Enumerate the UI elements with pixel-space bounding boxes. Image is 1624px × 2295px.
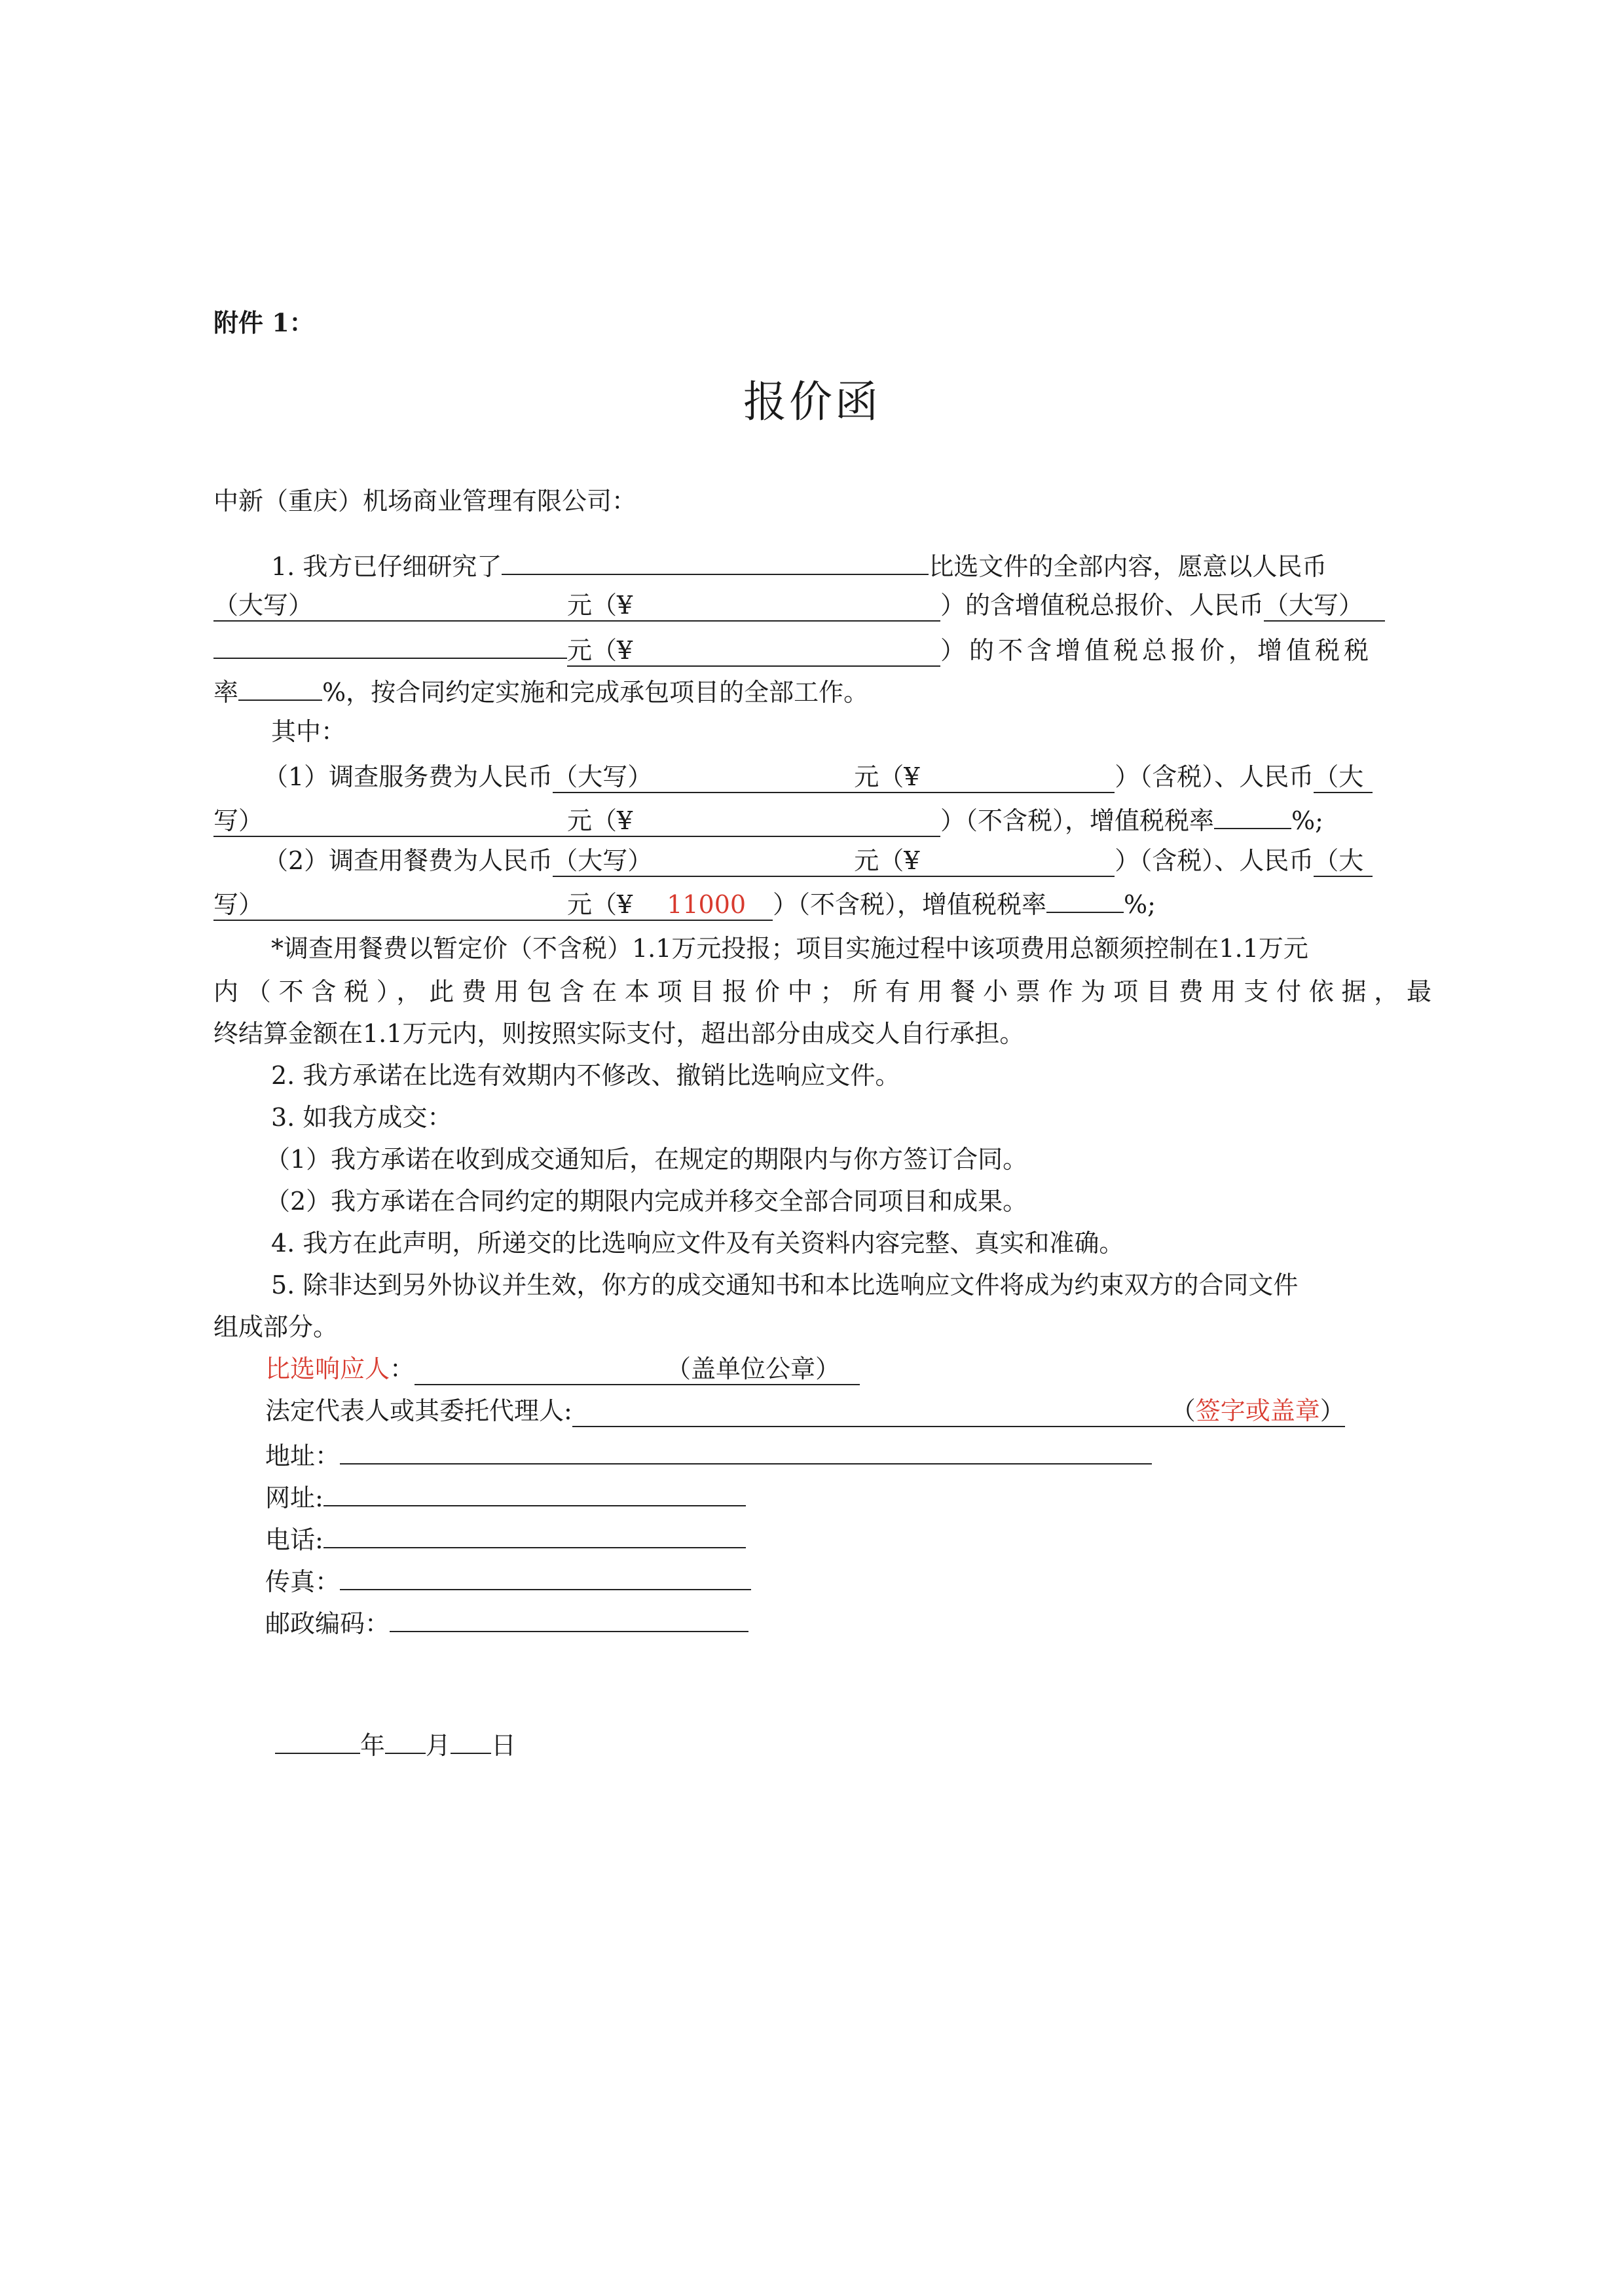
month-field[interactable] [385,1723,426,1754]
representative-sign-field[interactable]: （签字或盖章） [572,1396,1345,1427]
paragraph-3-1: （1）我方承诺在收到成交通知后，在规定的期限内与你方签订合同。 [265,1145,1028,1174]
blank-service-fee-amount[interactable]: 元（¥ [854,762,1115,793]
p1-line3: 元（¥ ）的不含增值税总报价，增值税税 [213,627,1431,667]
blank-service-fee-excl-words[interactable]: 写） [213,806,567,837]
item1-line1: （1）调查服务费为人民币（大写） 元（¥ ）（含税）、人民币（大 [263,757,1431,796]
address-field[interactable] [340,1433,1152,1465]
note-line2: 内（不含税），此费用包含在本项目报价中；所有用餐小票作为项目费用支付依据，最 [213,977,1431,1006]
blank-meal-fee-excl-words[interactable]: 写） [213,889,567,921]
addressee: 中新（重庆）机场商业管理有限公司： [213,487,637,515]
website-field[interactable] [323,1475,746,1506]
blank-meal-fee-excl-words-start[interactable]: （大 [1314,846,1373,877]
paragraph-5-line2: 组成部分。 [213,1313,339,1341]
date-row: 年 月 日 [275,1723,516,1762]
p1-line2: （大写） 元（¥ ）的含增值税总报价、人民币（大写） [213,586,1431,625]
blank-meal-fee-vat-rate[interactable] [1046,882,1124,913]
attachment-label: 附件 1： [213,308,314,337]
meal-fee-amount-value: 11000 [667,890,747,919]
blank-service-fee-excl-words-start[interactable]: （大 [1314,762,1373,793]
fax-field[interactable] [340,1559,751,1590]
phone-row: 电话: [265,1517,746,1556]
postcode-field[interactable] [390,1601,748,1632]
respondent-row: 比选响应人： （盖单位公章） [265,1349,860,1389]
website-row: 网址: [265,1475,746,1514]
address-row: 地址： [265,1433,1152,1472]
blank-meal-fee-amount[interactable]: 元（¥ [854,846,1115,877]
postcode-row: 邮政编码： [265,1601,748,1640]
paragraph-4: 4. 我方在此声明，所递交的比选响应文件及有关资料内容完整、真实和准确。 [271,1229,1124,1258]
blank-total-excl-tax-words-start[interactable]: （大写） [1264,590,1385,622]
blank-meal-fee-excl-amount[interactable]: 元（¥ 11000 [567,889,773,921]
blank-meal-fee-words[interactable]: （大写） [553,846,854,877]
respondent-label: 比选响应人 [265,1354,390,1383]
phone-field[interactable] [323,1517,746,1548]
blank-vat-rate[interactable] [238,669,322,701]
paragraph-3-2: （2）我方承诺在合同约定的期限内完成并移交全部合同项目和成果。 [265,1187,1028,1216]
representative-row: 法定代表人或其委托代理人: （签字或盖章） [265,1391,1345,1430]
blank-total-excl-tax-words[interactable] [213,627,567,659]
paragraph-2: 2. 我方承诺在比选有效期内不修改、撤销比选响应文件。 [271,1061,900,1090]
item1-line2: 写） 元（¥ ）（不含税），增值税税率 %; [213,798,1431,837]
paragraph-3: 3. 如我方成交： [271,1103,452,1132]
item2-line2: 写） 元（¥ 11000 ）（不含税），增值税税率 %; [213,882,1431,921]
document-title: 报价函 [743,377,881,427]
respondent-seal-field[interactable]: （盖单位公章） [415,1354,860,1385]
fax-row: 传真： [265,1559,751,1598]
blank-document-name[interactable] [502,544,929,575]
note-line3: 终结算金额在1.1万元内，则按照实际支付，超出部分由成交人自行承担。 [213,1019,1025,1048]
blank-service-fee-vat-rate[interactable] [1214,798,1291,829]
item2-line1: （2）调查用餐费为人民币（大写） 元（¥ ）（含税）、人民币（大 [263,841,1431,880]
paragraph-5-line1: 5. 除非达到另外协议并生效，你方的成交通知书和本比选响应文件将成为约束双方的合同文件 [271,1271,1299,1299]
p1-line4: 率 %，按合同约定实施和完成承包项目的全部工作。 [213,669,1431,709]
year-field[interactable] [275,1723,360,1754]
day-field[interactable] [451,1723,491,1754]
p1-line1: 1. 我方已仔细研究了 比选文件的全部内容，愿意以人民币 [271,544,1431,583]
blank-total-incl-tax-words[interactable]: （大写） [213,590,567,622]
blank-total-excl-tax-amount[interactable]: 元（¥ [567,635,940,667]
note-line1: *调查用餐费以暂定价（不含税）1.1万元投报；项目实施过程中该项费用总额须控制在1.1万元 [271,934,1308,963]
blank-total-incl-tax-amount[interactable]: 元（¥ [567,590,940,622]
blank-service-fee-excl-amount[interactable]: 元（¥ [567,806,940,837]
qizhong: 其中： [271,717,346,746]
blank-service-fee-words[interactable]: （大写） [553,762,854,793]
